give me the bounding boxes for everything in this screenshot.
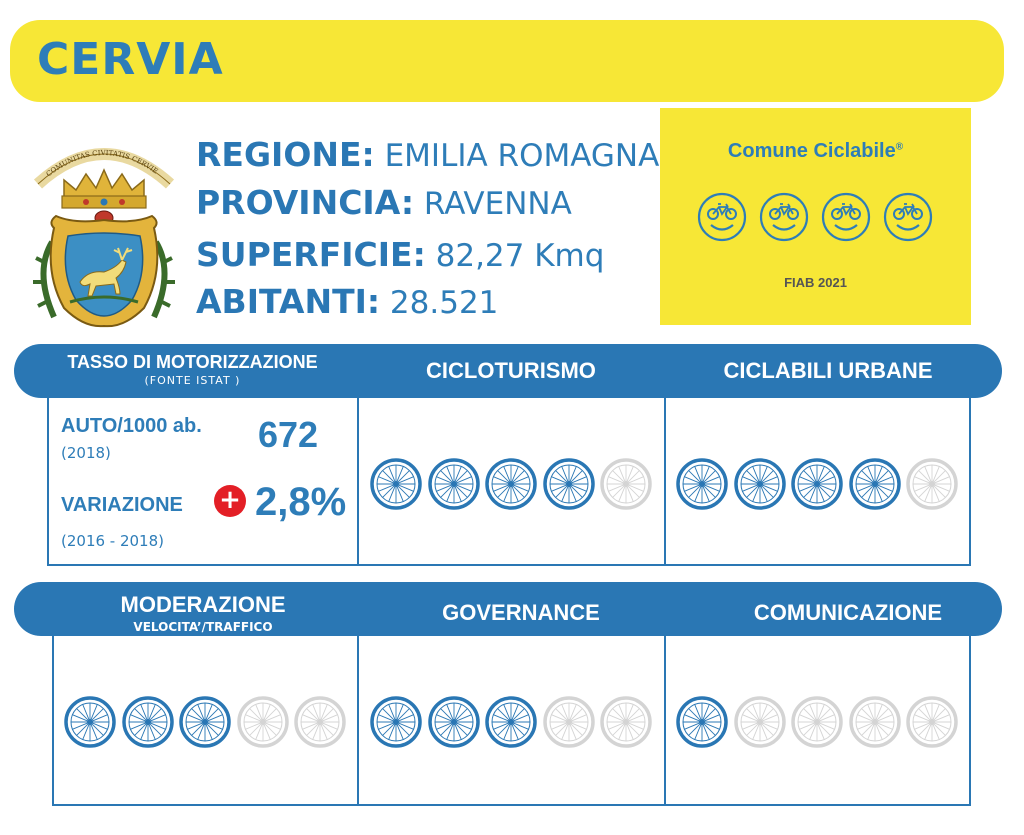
motorization-subtitle: (FONTE ISTAT ) xyxy=(144,374,241,387)
wheel-active-icon xyxy=(849,458,901,510)
comune-ciclabile-badge xyxy=(660,108,971,325)
regione-key: REGIONE: xyxy=(196,135,375,174)
abitanti-value: 28.521 xyxy=(389,285,499,321)
regione-value: EMILIA ROMAGNA xyxy=(384,138,660,174)
smiley-bike-icon xyxy=(883,192,933,242)
plus-icon: + xyxy=(214,485,246,517)
divider xyxy=(664,636,666,806)
badge-footer: FIAB 2021 xyxy=(784,275,847,290)
wheel-inactive-icon xyxy=(791,696,843,748)
wheel-active-icon xyxy=(179,696,231,748)
divider xyxy=(357,398,359,566)
wheel-active-icon xyxy=(791,458,843,510)
smiley-bike-icon xyxy=(759,192,809,242)
wheel-inactive-icon xyxy=(849,696,901,748)
divider xyxy=(664,398,666,566)
wheel-active-icon xyxy=(428,696,480,748)
wheel-inactive-icon xyxy=(237,696,289,748)
wheel-active-icon xyxy=(64,696,116,748)
wheel-inactive-icon xyxy=(600,458,652,510)
divider xyxy=(357,636,359,806)
wheel-inactive-icon xyxy=(906,458,958,510)
wheel-inactive-icon xyxy=(734,696,786,748)
info-regione xyxy=(196,135,659,175)
wheel-active-icon xyxy=(676,458,728,510)
cicloturismo-title: CICLOTURISMO xyxy=(426,358,596,383)
wheel-inactive-icon xyxy=(294,696,346,748)
provincia-key: PROVINCIA: xyxy=(196,183,415,222)
wheel-active-icon xyxy=(370,458,422,510)
abitanti-key: ABITANTI: xyxy=(196,282,381,321)
wheel-active-icon xyxy=(485,696,537,748)
moderazione-title: MODERAZIONE xyxy=(120,592,286,617)
coat-motto: COMUNITAS CIVITATIS CERVIE xyxy=(44,148,160,179)
wheel-active-icon xyxy=(428,458,480,510)
wheel-active-icon xyxy=(370,696,422,748)
info-provincia xyxy=(196,183,572,223)
info-abitanti xyxy=(196,282,498,322)
wheel-active-icon xyxy=(122,696,174,748)
wheel-active-icon xyxy=(676,696,728,748)
wheel-active-icon xyxy=(485,458,537,510)
info-superficie xyxy=(196,235,604,275)
badge-title: Comune Ciclabile® xyxy=(727,140,904,162)
superficie-key: SUPERFICIE: xyxy=(196,235,426,274)
variation-label: VARIAZIONE xyxy=(61,494,183,516)
wheel-active-icon xyxy=(734,458,786,510)
wheel-inactive-icon xyxy=(543,696,595,748)
comunicazione-title: COMUNICAZIONE xyxy=(753,600,943,625)
governance-title: GOVERNANCE xyxy=(442,600,600,625)
variation-years: (2016 - 2018) xyxy=(61,532,165,550)
auto-value: 672 xyxy=(258,414,319,455)
variation-value: 2,8% xyxy=(255,480,347,524)
motorization-title: TASSO DI MOTORIZZAZIONE xyxy=(67,352,318,372)
wheel-inactive-icon xyxy=(600,696,652,748)
wheel-inactive-icon xyxy=(906,696,958,748)
wheel-active-icon xyxy=(543,458,595,510)
provincia-value: RAVENNA xyxy=(423,186,572,222)
superficie-value: 82,27 Kmq xyxy=(435,238,605,274)
moderazione-subtitle: VELOCITA’/TRAFFICO xyxy=(133,620,273,634)
smiley-bike-icon xyxy=(821,192,871,242)
coat-of-arms-icon xyxy=(24,132,184,332)
smiley-bike-icon xyxy=(697,192,747,242)
ciclabili-title: CICLABILI URBANE xyxy=(723,358,933,383)
auto-label: AUTO/1000 ab. xyxy=(61,415,202,437)
city-name: CERVIA xyxy=(37,34,224,85)
auto-year: (2018) xyxy=(61,444,111,462)
